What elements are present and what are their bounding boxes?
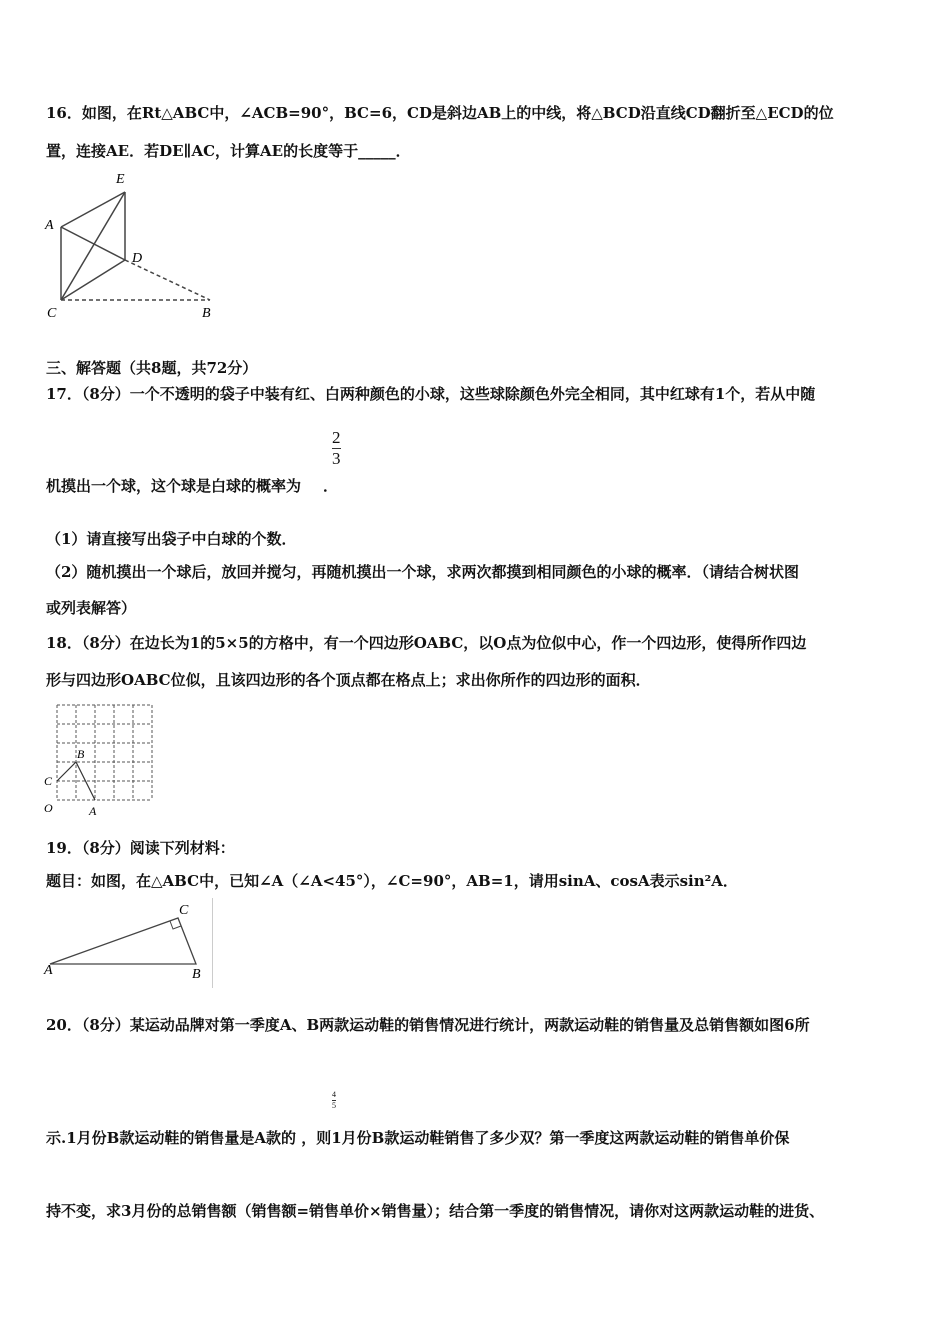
frac-num: 4 (332, 1090, 336, 1099)
q17-text-2a: 机摸出一个球，这个球是白球的概率为 (46, 477, 302, 495)
label-c: C (179, 903, 189, 918)
q17-part2-cont: 或列表解答） (46, 599, 137, 617)
label-b: B (77, 747, 85, 761)
q17-text-1: 17．（8分）一个不透明的袋子中装有红、白两种颜色的小球，这些球除颜色外完全相同，其中红球有1个，若从中随 (46, 385, 816, 403)
section-heading: 三、解答题（共8题，共72分） (46, 359, 258, 377)
q17-part1: （1）请直接写出袋子中白球的个数． (46, 530, 297, 548)
q20-text-1: 20．（8分）某运动品牌对第一季度A、B两款运动鞋的销售情况进行统计，两款运动鞋的销售量及总销售额如图6所 (46, 1016, 810, 1034)
q19-text-1: 19．（8分）阅读下列材料： (46, 839, 235, 857)
fraction-four-fifths (332, 1090, 336, 1111)
label-d: D (132, 251, 143, 266)
label-b: B (202, 306, 211, 321)
label-a: A (89, 804, 97, 818)
q18-grid-figure (40, 695, 170, 820)
q16-text-2: 置，连接AE．若DE∥AC，计算AE的长度等于_____． (46, 142, 411, 160)
q20-text-2: 示.1月份B款运动鞋的销售量是A款的 ，则1月份B款运动鞋销售了多少双？第一季度这两款运动鞋的销售单价保 (46, 1129, 790, 1147)
label-a: A (45, 218, 54, 233)
frac-den: 3 (332, 449, 341, 468)
q19-triangle-figure (40, 898, 215, 988)
label-o: O (44, 801, 53, 815)
label-a: A (44, 963, 53, 978)
frac-den: 5 (332, 1101, 336, 1110)
fraction-two-thirds (332, 428, 341, 469)
q18-text-2: 形与四边形OABC位似，且该四边形的各个顶点都在格点上；求出你所作的四边形的面积． (46, 671, 651, 689)
label-c: C (44, 774, 53, 788)
q17-part2: （2）随机摸出一个球后，放回并搅匀，再随机摸出一个球，求两次都摸到相同颜色的小球的概率．（请结合树状图 (46, 563, 799, 581)
label-b: B (192, 967, 201, 982)
q16-text-1: 16．如图，在Rt△ABC中，∠ACB=90°，BC=6，CD是斜边AB上的中线，将△BCD沿直线CD翻折至△ECD的位 (46, 104, 834, 122)
q20-text-3: 持不变，求3月份的总销售额（销售额=销售单价×销售量）；结合第一季度的销售情况，请你对这两款运动鞋的进货、 (46, 1202, 825, 1220)
q17-text-2 (46, 476, 338, 496)
q18-text-1: 18．（8分）在边长为1的5×5的方格中，有一个四边形OABC，以O点为位似中心，作一个四边形，使得所作四边 (46, 634, 807, 652)
label-c: C (47, 306, 57, 321)
q17-period: ． (323, 477, 339, 495)
frac-num: 2 (332, 428, 341, 447)
q16-figure (40, 165, 240, 330)
q19-text-2: 题目：如图，在△ABC中，已知∠A（∠A<45°），∠C=90°，AB=1，请用sinA、cosA表示sin²A． (46, 872, 738, 890)
label-e: E (116, 172, 125, 187)
